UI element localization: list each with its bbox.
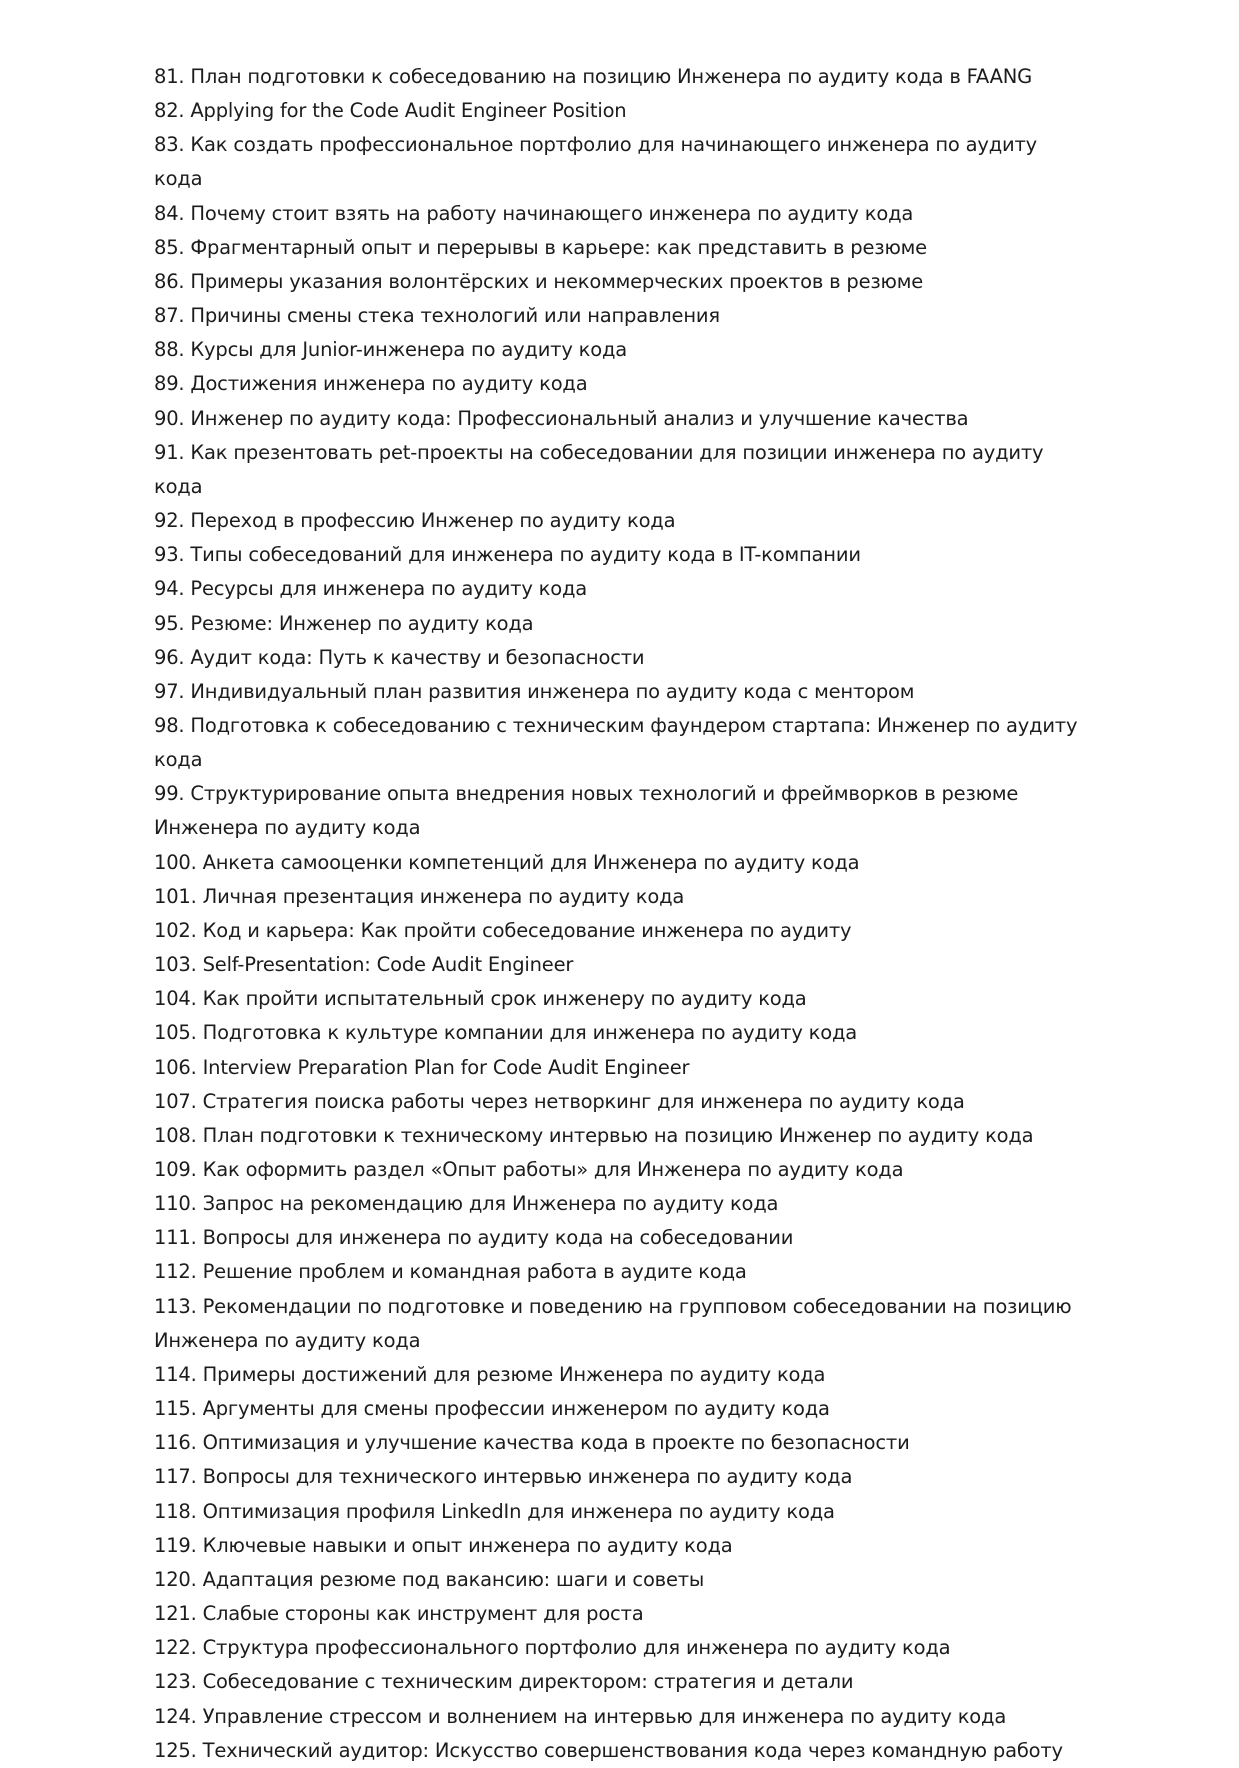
list-item: 100. Анкета самооценки компетенций для Инженера по аудиту кода [154, 850, 860, 874]
list-item: 85. Фрагментарный опыт и перерывы в карьере: как представить в резюме [154, 235, 927, 259]
list-item: 107. Стратегия поиска работы через нетворкинг для инженера по аудиту кода [154, 1089, 965, 1113]
list-item: 102. Код и карьера: Как пройти собеседование инженера по аудиту [154, 918, 852, 942]
list-item: 121. Слабые стороны как инструмент для роста [154, 1602, 644, 1626]
list-item: 109. Как оформить раздел «Опыт работы» для Инженера по аудиту кода [154, 1158, 904, 1181]
list-item: 124. Управление стрессом и волнением на интервью для инженера по аудиту кода [154, 1704, 1007, 1728]
list-item: 93. Типы собеседований для инженера по аудиту кода в IT-компании [154, 543, 861, 567]
list-item: 105. Подготовка к культуре компании для инженера по аудиту кода [154, 1021, 858, 1045]
list-item: 86. Примеры указания волонтёрских и некоммерческих проектов в резюме [154, 269, 924, 293]
list-item: 94. Ресурсы для инженера по аудиту кода [154, 577, 588, 601]
list-item: 120. Адаптация резюме под вакансию: шаги и советы [154, 1567, 705, 1591]
list-item: 83. Как создать профессиональное портфолио для начинающего инженера по аудиту кода [154, 133, 1037, 191]
list-item: 87. Причины смены стека технологий или направления [154, 304, 720, 328]
list-item: 113. Рекомендации по подготовке и поведению на групповом собеседовании на позицию Инженера по аудиту кода [154, 1294, 1072, 1352]
list-item: 81. План подготовки к собеседованию на позицию Инженера по аудиту кода в FAANG [154, 65, 1033, 88]
list-item: 122. Структура профессионального портфолио для инженера по аудиту кода [154, 1636, 951, 1660]
list-item: 119. Ключевые навыки и опыт инженера по аудиту кода [154, 1533, 733, 1557]
document-page [154, 60, 1084, 1768]
list-item: 112. Решение проблем и командная работа в аудите кода [154, 1260, 747, 1284]
list-item: 92. Переход в профессию Инженер по аудиту кода [154, 509, 676, 533]
list-item: 115. Аргументы для смены профессии инженером по аудиту кода [154, 1397, 830, 1421]
list-item: 98. Подготовка к собеседованию с техническим фаундером стартапа: Инженер по аудиту кода [154, 713, 1078, 772]
list-item: 88. Курсы для Junior-инженера по аудиту кода [154, 338, 628, 362]
list-item: 95. Резюме: Инженер по аудиту кода [154, 611, 534, 635]
list-item: 91. Как презентовать pet-проекты на собеседовании для позиции инженера по аудиту кода [154, 440, 1044, 498]
list-item: 82. Applying for the Code Audit Engineer Position [154, 99, 627, 123]
list-item: 108. План подготовки к техническому интервью на позицию Инженер по аудиту кода [154, 1123, 1034, 1147]
list-item: 96. Аудит кода: Путь к качеству и безопасности [154, 645, 645, 669]
list-item: 90. Инженер по аудиту кода: Профессиональный анализ и улучшение качества [154, 406, 969, 430]
topic-list [154, 60, 1084, 1768]
list-item: 110. Запрос на рекомендацию для Инженера по аудиту кода [154, 1192, 779, 1216]
list-item: 97. Индивидуальный план развития инженера по аудиту кода с ментором [154, 679, 915, 703]
list-item: 118. Оптимизация профиля LinkedIn для инженера по аудиту кода [154, 1499, 835, 1523]
list-item: 114. Примеры достижений для резюме Инженера по аудиту кода [154, 1362, 826, 1386]
list-item: 125. Технический аудитор: Искусство совершенствования кода через командную работу [154, 1738, 1063, 1762]
list-item: 99. Структурирование опыта внедрения новых технологий и фреймворков в резюме Инженера по аудиту кода [154, 782, 1019, 840]
list-item: 104. Как пройти испытательный срок инженеру по аудиту кода [154, 987, 807, 1011]
list-item: 117. Вопросы для технического интервью инженера по аудиту кода [154, 1465, 853, 1489]
list-item: 111. Вопросы для инженера по аудиту кода на собеседовании [154, 1226, 794, 1250]
list-item: 123. Собеседование с техническим директором: стратегия и детали [154, 1670, 854, 1694]
list-item: 116. Оптимизация и улучшение качества кода в проекте по безопасности [154, 1431, 910, 1455]
list-item: 106. Interview Preparation Plan for Code Audit Engineer [154, 1055, 690, 1079]
list-item: 89. Достижения инженера по аудиту кода [154, 372, 588, 396]
list-item: 101. Личная презентация инженера по аудиту кода [154, 884, 685, 908]
list-item: 84. Почему стоит взять на работу начинающего инженера по аудиту кода [154, 201, 914, 225]
list-item: 103. Self-Presentation: Code Audit Engineer [154, 953, 574, 977]
